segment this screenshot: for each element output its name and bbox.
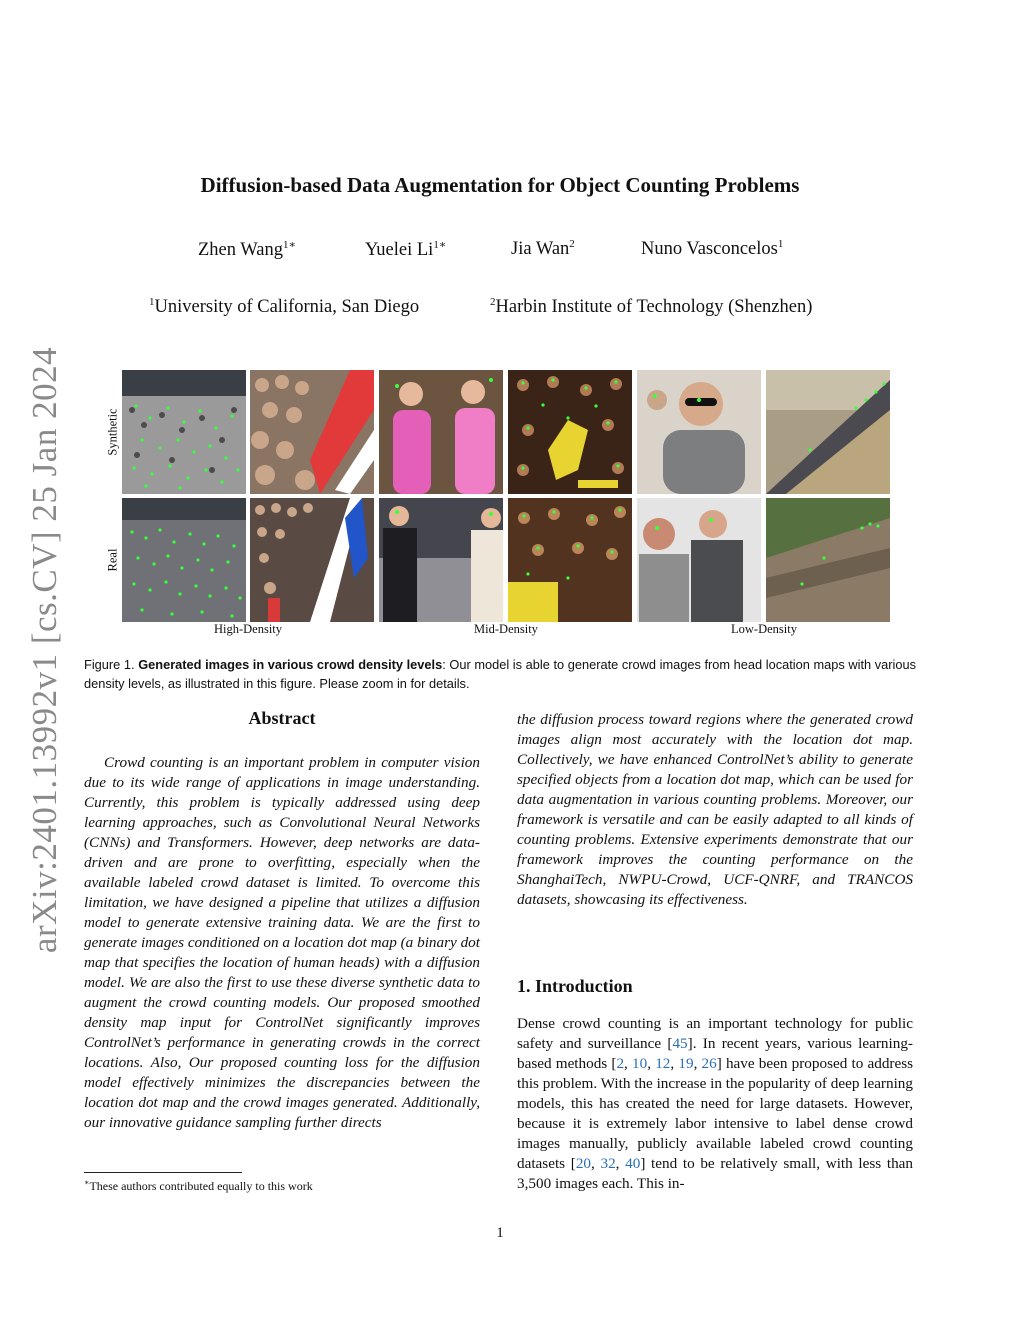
- figure-caption: Figure 1. Generated images in various crowd density levels: Our model is able to generate crowd images from head location maps with various density levels, as illustrated in this figure. Please zoom in for details.: [84, 657, 916, 691]
- density-label-mid: Mid-Density: [474, 622, 538, 636]
- author-4: Nuno Vasconcelos$^1$: [641, 238, 784, 260]
- intro-paragraph: Dense crowd counting is an important technology for public safety and surveillance [45]. In recent years, various learning-based methods [2, 10, 12, 19, 26] have been proposed to address this problem. With the increase in the popularity of deep learning models, this has created the need for large datasets. However, because it is extremely labor intensive to label dense crowd images manually, publicly available labeled crowd counting datasets [20, 32, 40] tend to be relatively small, with less than 3,500 images each. This in-: [517, 1015, 914, 1192]
- row-label-real: Real: [105, 548, 120, 572]
- figure-image-real-1: [122, 498, 246, 622]
- figure-image-synthetic-3: [379, 370, 503, 494]
- citation-26[interactable]: 26: [701, 1055, 717, 1072]
- author-1: Zhen Wang$^{1∗}$: [198, 239, 296, 261]
- figure-image-real-2: [250, 498, 374, 622]
- author-3: Jia Wan$^2$: [511, 238, 575, 260]
- arxiv-id: arXiv:2401.13992v1 [cs.CV] 25 Jan 2024: [25, 346, 64, 954]
- paper-title: Diffusion-based Data Augmentation for Object Counting Problems: [200, 173, 800, 197]
- citation-2[interactable]: 2: [616, 1055, 625, 1072]
- intro-heading: 1. Introduction: [517, 976, 633, 996]
- arxiv-stamp: [20, 346, 70, 954]
- footnote: ∗These authors contributed equally to this work: [84, 1178, 313, 1193]
- citation-45[interactable]: 45: [672, 1035, 688, 1052]
- figure-image-synthetic-5: [637, 370, 761, 494]
- figure-image-synthetic-6: [766, 370, 890, 494]
- abstract-text: Crowd counting is an important problem in computer vision due to its wide range of applications in image understanding. Currently, this problem is typically addressed using deep learning approaches, such as Convolutional Neural Networks (CNNs) and Transformers. However, deep networks are data-driven and are prone to overfitting, especially when the available labeled crowd dataset is limited. To overcome this limitation, we have designed a pipeline that utilizes a diffusion model to generate extensive training data. We are the first to generate images conditioned on a location dot map (a binary dot map that specifies the location of human heads) with a diffusion model. We are also the first to use these diverse synthetic data to augment the crowd counting models. Our proposed smoothed density map input for ControlNet significantly improves ControlNet’s performance in generating crowds in the correct locations. Also, Our proposed counting loss for the diffusion model effectively minimizes the discrepancies between the location dot map and the crowd images generated. Additionally, our innovative guidance sampling further directs: [84, 754, 480, 1131]
- citation-10[interactable]: 10: [632, 1055, 648, 1072]
- affiliation-2: $^2$Harbin Institute of Technology (Shenzhen): [490, 296, 813, 318]
- author-2: Yuelei $Li^{1∗}$: [365, 239, 447, 261]
- figure-image-real-4: [508, 498, 632, 622]
- figure-image-synthetic-1: [122, 370, 246, 494]
- abstract-continued: the diffusion process toward regions where the generated crowd images align most accurately with the location dot map. Collectively, we have enhanced ControlNet’s ability to generate specified objects from a location dot map, which can be used for data augmentation in various counting problems. Moreover, our framework is versatile and can be easily adapted to all kinds of counting problems. Extensive experiments demonstrate that our framework improves the counting performance on the ShanghaiTech, NWPU-Crowd, UCF-QNRF, and TRANCOS datasets, showcasing its effectiveness.: [517, 711, 913, 908]
- footnote-rule: [84, 1172, 242, 1173]
- density-label-low: Low-Density: [731, 622, 797, 636]
- row-label-synthetic: Synthetic: [105, 408, 120, 456]
- figure-image-real-5: [637, 498, 761, 622]
- citation-20[interactable]: 20: [575, 1155, 591, 1172]
- citation-32[interactable]: 32: [600, 1155, 616, 1172]
- citation-19[interactable]: 19: [678, 1055, 694, 1072]
- figure-image-real-6: [766, 498, 890, 622]
- abstract-heading: Abstract: [248, 708, 316, 728]
- citation-12[interactable]: 12: [655, 1055, 671, 1072]
- affiliation-1: $^1$University of California, San Diego: [149, 296, 420, 318]
- figure-image-synthetic-4: [508, 370, 632, 494]
- citation-40[interactable]: 40: [625, 1155, 641, 1172]
- figure-image-synthetic-2: [250, 370, 374, 494]
- figure-image-real-3: [379, 498, 503, 622]
- page-number: 1: [496, 1225, 504, 1241]
- density-label-high: High-Density: [213, 622, 283, 636]
